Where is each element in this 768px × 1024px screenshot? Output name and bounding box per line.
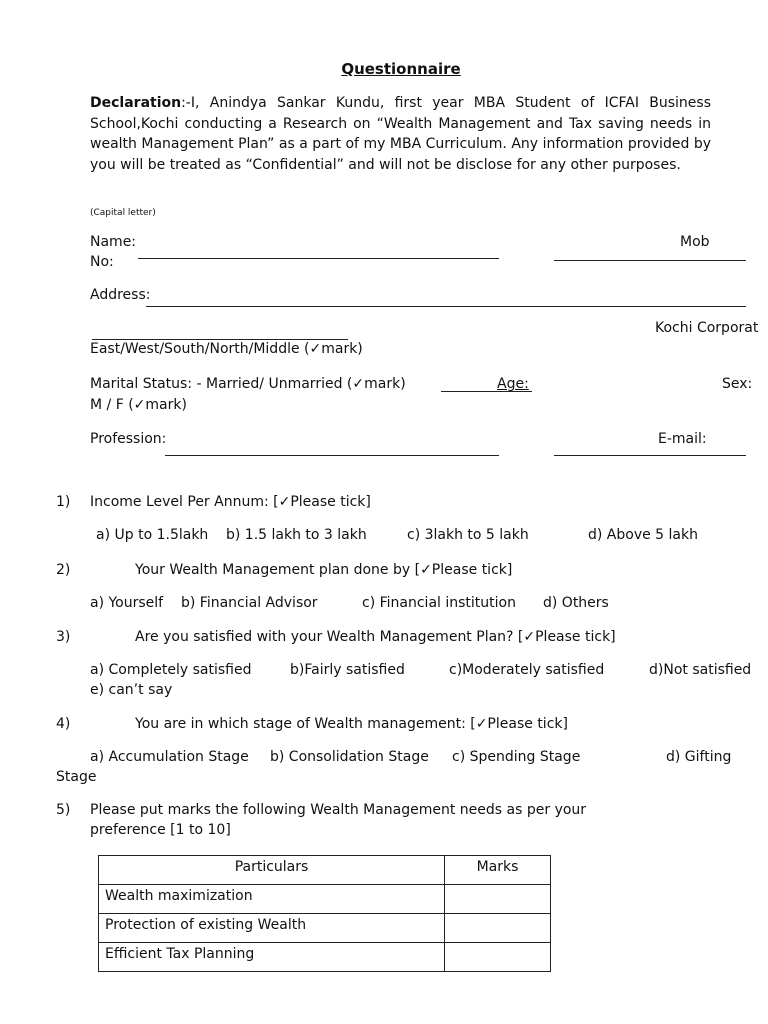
option-b[interactable]: b)Fairly satisfied bbox=[290, 662, 405, 678]
option-b[interactable]: b) Consolidation Stage bbox=[270, 749, 429, 765]
name-label: Name: bbox=[90, 234, 137, 250]
table-header-marks: Marks bbox=[445, 856, 551, 885]
option-d[interactable]: d) Above 5 lakh bbox=[588, 527, 698, 543]
table-cell-particular: Wealth maximization bbox=[99, 885, 445, 914]
declaration-text: :-I, Anindya Sankar Kundu, first year MBA Student of ICFAI Business School,Kochi conducting a Research on “Wealth Management and Tax saving needs in wealth Management Plan” as a part of my MBA Curriculum. Any information provided by you will be treated as “Confidential” and will not be disclose for any other purposes. bbox=[90, 95, 711, 173]
email-label: E-mail: bbox=[658, 431, 707, 447]
question-number: 3) bbox=[56, 629, 71, 645]
option-a[interactable]: a) Accumulation Stage bbox=[90, 749, 249, 765]
region-label: East/West/South/North/Middle (✓mark) bbox=[90, 341, 363, 357]
table-cell-marks-input[interactable] bbox=[445, 914, 551, 943]
table-row bbox=[99, 914, 551, 943]
profession-label: Profession: bbox=[90, 431, 167, 447]
table-row bbox=[99, 885, 551, 914]
question-number: 2) bbox=[56, 562, 71, 578]
table-cell-marks-input[interactable] bbox=[445, 943, 551, 972]
table-header-row bbox=[99, 856, 551, 885]
profession-field[interactable] bbox=[165, 455, 499, 456]
question-text: Are you satisfied with your Wealth Management Plan? [✓Please tick] bbox=[135, 629, 616, 645]
option-d[interactable]: d)Not satisfied bbox=[649, 662, 752, 678]
option-c[interactable]: c) Spending Stage bbox=[452, 749, 581, 765]
question-text-continued: preference [1 to 10] bbox=[90, 822, 231, 838]
mobile-field[interactable] bbox=[554, 260, 746, 261]
question-number: 4) bbox=[56, 716, 71, 732]
option-a[interactable]: a) Completely satisfied bbox=[90, 662, 252, 678]
sex-options-label: M / F (✓mark) bbox=[90, 397, 187, 413]
kochi-corporation-label: Kochi Corporat bbox=[655, 320, 759, 336]
email-field[interactable] bbox=[554, 455, 746, 456]
sex-label: Sex: bbox=[722, 376, 753, 392]
question-number: 5) bbox=[56, 802, 71, 818]
marital-status-label: Marital Status: - Married/ Unmarried (✓mark) bbox=[90, 376, 406, 392]
age-label: Age: bbox=[497, 376, 529, 392]
option-c[interactable]: c) Financial institution bbox=[362, 595, 516, 611]
name-field[interactable] bbox=[138, 258, 499, 259]
address-field[interactable] bbox=[146, 306, 746, 307]
marks-table bbox=[98, 855, 551, 972]
option-d[interactable]: d) Others bbox=[543, 595, 609, 611]
option-a[interactable]: a) Up to 1.5lakh bbox=[96, 527, 209, 543]
capital-letter-note: (Capital letter) bbox=[90, 208, 156, 218]
table-cell-particular: Efficient Tax Planning bbox=[99, 943, 445, 972]
table-row bbox=[99, 943, 551, 972]
table-cell-marks-input[interactable] bbox=[445, 885, 551, 914]
address-field-line2[interactable] bbox=[92, 339, 348, 340]
address-label: Address: bbox=[90, 287, 151, 303]
option-e[interactable]: e) can’t say bbox=[90, 682, 173, 698]
option-b[interactable]: b) Financial Advisor bbox=[181, 595, 318, 611]
option-a[interactable]: a) Yourself bbox=[90, 595, 164, 611]
table-header-particulars: Particulars bbox=[99, 856, 445, 885]
question-text: You are in which stage of Wealth management: [✓Please tick] bbox=[135, 716, 568, 732]
page-title: Questionnaire bbox=[341, 60, 461, 78]
option-d[interactable]: d) Gifting bbox=[666, 749, 732, 765]
table-cell-particular: Protection of existing Wealth bbox=[99, 914, 445, 943]
option-c[interactable]: c) 3lakh to 5 lakh bbox=[407, 527, 529, 543]
question-text: Your Wealth Management plan done by [✓Please tick] bbox=[135, 562, 513, 578]
option-c[interactable]: c)Moderately satisfied bbox=[449, 662, 605, 678]
option-b[interactable]: b) 1.5 lakh to 3 lakh bbox=[226, 527, 367, 543]
declaration-label: Declaration bbox=[90, 95, 182, 111]
question-number: 1) bbox=[56, 494, 71, 510]
mob-label: Mob bbox=[680, 234, 710, 250]
question-text: Please put marks the following Wealth Management needs as per your bbox=[90, 802, 587, 818]
question-text: Income Level Per Annum: [✓Please tick] bbox=[90, 494, 371, 510]
declaration-paragraph bbox=[90, 93, 711, 175]
mob-no-label: No: bbox=[90, 254, 114, 270]
option-d-continued: Stage bbox=[56, 769, 97, 785]
